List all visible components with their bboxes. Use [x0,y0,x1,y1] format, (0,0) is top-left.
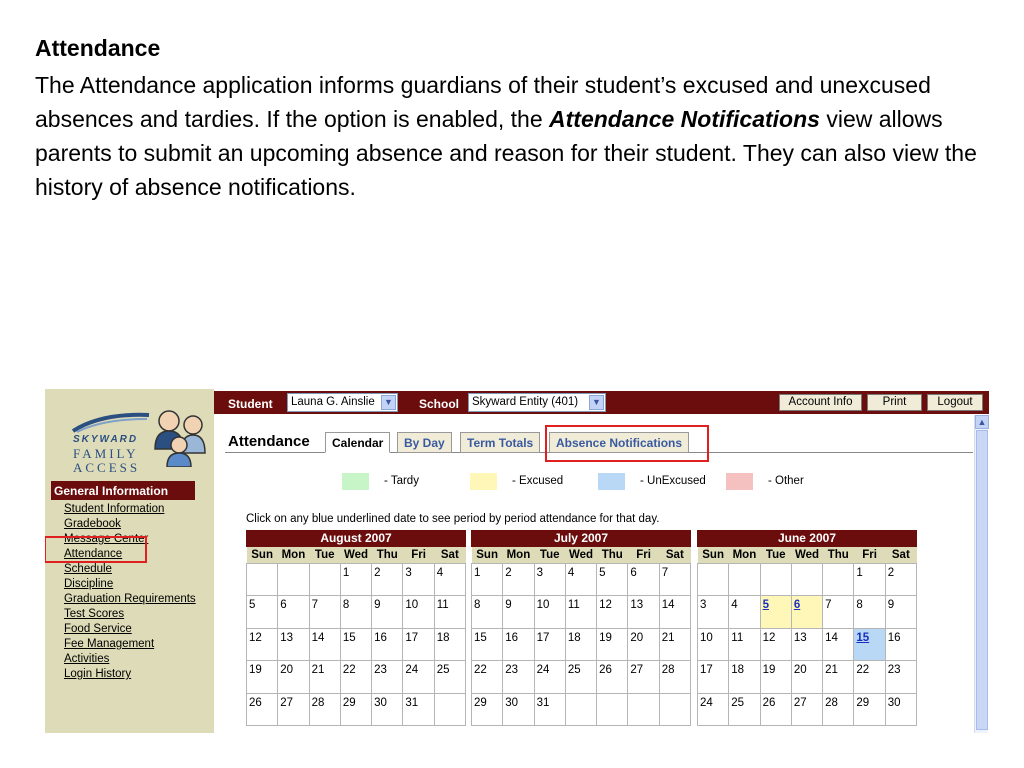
calendar-day: 25 [729,693,760,726]
page-title: Attendance [228,433,310,450]
legend-tardy-swatch [342,473,369,490]
sidebar-item-attendance[interactable]: Attendance [64,548,123,560]
calendar-day: 14 [659,596,690,629]
slide-title: Attendance [35,35,161,61]
calendar-day: 13 [628,596,659,629]
weekday-header: Mon [278,547,309,563]
calendar-day: 28 [309,693,340,726]
calendar-day[interactable] [854,628,885,661]
legend-excused-swatch [470,473,497,490]
calendar-day: 12 [760,628,791,661]
weekday-header: Tue [309,547,340,563]
sidebar-header: General Information [51,481,195,500]
scroll-up-icon[interactable]: ▲ [975,415,989,429]
family-icon [151,407,211,467]
calendar-day: 21 [309,661,340,694]
instruction-text: Click on any blue underlined date to see period by period attendance for that day. [246,513,660,525]
calendar-day: 6 [628,563,659,596]
school-select-value: Skyward Entity (401) [472,396,579,408]
calendar-day: 20 [278,661,309,694]
print-button[interactable]: Print [867,394,922,411]
calendar-day: 5 [247,596,278,629]
calendar-day: 5 [597,563,628,596]
calendar-day [628,693,659,726]
calendar-day: 21 [659,628,690,661]
calendar-day: 3 [698,596,729,629]
calendar-day: 15 [340,628,371,661]
weekday-header: Sun [472,547,503,563]
calendar-day [659,693,690,726]
calendar-august [246,530,466,726]
calendar-day: 24 [403,661,434,694]
calendar-day: 4 [434,563,465,596]
weekday-header: Thu [823,547,854,563]
calendar-day: 10 [698,628,729,661]
day-link[interactable]: 6 [793,599,801,612]
calendar-day[interactable] [760,596,791,629]
calendar-day: 27 [791,693,822,726]
calendar-day: 18 [565,628,596,661]
slide-body-text-1: The Attendance application informs guardians of their student’s excused and unexcused absences and tardies. If the option is enabled, the [35,72,931,132]
calendar-day: 23 [372,661,403,694]
calendar-day: 9 [885,596,916,629]
logo-text [73,433,140,475]
calendar-day: 1 [472,563,503,596]
sidebar-item-gradebook[interactable]: Gradebook [64,518,121,530]
calendar-day [698,563,729,596]
top-bar [214,391,989,414]
calendar-day: 16 [503,628,534,661]
calendar-day: 8 [854,596,885,629]
tab-term-totals[interactable]: Term Totals [460,432,540,453]
calendar-day: 2 [372,563,403,596]
calendar-day: 18 [434,628,465,661]
calendar-day: 20 [628,628,659,661]
student-select-value: Launa G. Ainslie [291,396,375,408]
calendar-day: 25 [565,661,596,694]
calendar-day: 2 [503,563,534,596]
legend-tardy-label: - Tardy [384,475,419,487]
calendar-day: 4 [729,596,760,629]
logo-line1: FAMILY [73,446,139,461]
calendar-day [729,563,760,596]
calendar-day: 20 [791,661,822,694]
absence-notifications-highlight-box [545,425,709,462]
calendar-grid [471,547,691,726]
calendar-day: 14 [823,628,854,661]
calendar-day: 7 [659,563,690,596]
chevron-down-icon[interactable]: ▼ [381,395,396,410]
calendar-day [309,563,340,596]
calendar-day: 28 [823,693,854,726]
calendar-day: 29 [340,693,371,726]
day-link[interactable]: 5 [762,599,769,612]
weekday-header: Tue [760,547,791,563]
calendar-day: 24 [534,661,565,694]
weekday-header: Fri [854,547,885,563]
calendar-day: 29 [854,693,885,726]
chevron-down-icon[interactable]: ▼ [589,395,604,410]
slide-body [35,68,1010,204]
legend-other-swatch [726,473,753,490]
calendar-july [471,530,691,726]
weekday-header: Wed [791,547,822,563]
scrollbar[interactable] [974,415,988,733]
calendar-title: June 2007 [697,530,917,547]
calendar-day: 31 [403,693,434,726]
weekday-header: Mon [503,547,534,563]
calendar-day: 24 [698,693,729,726]
logo-brand: SKYWARD [73,434,139,445]
sidebar-item-activities[interactable]: Activities [64,653,110,665]
calendar-day: 17 [698,661,729,694]
calendar-day: 22 [472,661,503,694]
calendar-day [760,563,791,596]
slide-body-emphasis: Attendance Notifications [549,106,820,132]
calendar-day: 10 [534,596,565,629]
sidebar-item-student-information[interactable]: Student Information [64,503,165,515]
calendar-grid [246,547,466,726]
calendar-day: 30 [372,693,403,726]
student-select[interactable] [287,393,398,412]
calendar-day: 27 [278,693,309,726]
calendar-day: 19 [760,661,791,694]
weekday-header: Thu [597,547,628,563]
calendar-day [565,693,596,726]
calendar-day: 27 [628,661,659,694]
calendar-day: 23 [885,661,916,694]
calendar-day: 3 [534,563,565,596]
logo-line2: ACCESS [73,460,141,475]
calendar-day: 17 [534,628,565,661]
calendar-day: 13 [278,628,309,661]
app-screenshot [45,389,989,733]
weekday-header: Fri [403,547,434,563]
calendar-day: 3 [403,563,434,596]
tab-calendar[interactable]: Calendar [325,432,390,453]
school-label: School [419,397,460,411]
calendar-day: 9 [372,596,403,629]
weekday-header: Mon [729,547,760,563]
sidebar-menu [64,502,196,682]
skyward-logo [57,397,207,475]
calendar-day: 22 [340,661,371,694]
weekday-header: Wed [565,547,596,563]
calendar-day: 12 [247,628,278,661]
legend-unexcused-label: - UnExcused [640,475,706,487]
weekday-header: Sat [659,547,690,563]
calendar-day [278,563,309,596]
sidebar-item-food-service[interactable]: Food Service [64,623,132,635]
legend-excused-label: - Excused [512,475,564,487]
weekday-header: Sun [247,547,278,563]
calendar-day: 7 [309,596,340,629]
weekday-header: Thu [372,547,403,563]
calendar-day: 21 [823,661,854,694]
calendar-day: 30 [885,693,916,726]
scroll-thumb[interactable] [976,430,988,730]
swoosh-icon [71,411,151,433]
calendar-day: 11 [434,596,465,629]
calendar-day: 26 [597,661,628,694]
weekday-header: Tue [534,547,565,563]
calendar-day: 25 [434,661,465,694]
legend-other-label: - Other [768,475,804,487]
weekday-header: Wed [340,547,371,563]
calendar-day: 2 [885,563,916,596]
weekday-header: Fri [628,547,659,563]
calendar-day: 29 [472,693,503,726]
calendar-day: 7 [823,596,854,629]
calendar-day: 23 [503,661,534,694]
calendar-day: 17 [403,628,434,661]
calendar-day: 18 [729,661,760,694]
calendar-day: 6 [278,596,309,629]
weekday-header: Sun [698,547,729,563]
calendar-day: 8 [340,596,371,629]
sidebar-item-test-scores[interactable]: Test Scores [64,608,125,620]
calendar-day: 26 [247,693,278,726]
calendar-day: 30 [503,693,534,726]
calendar-june [697,530,917,726]
calendar-day: 19 [597,628,628,661]
calendar-day: 4 [565,563,596,596]
calendar-day: 1 [854,563,885,596]
calendar-grid [697,547,917,726]
calendar-day: 12 [597,596,628,629]
calendar-day [791,563,822,596]
sidebar-item-login-history[interactable]: Login History [64,668,132,680]
sidebar-item-discipline[interactable]: Discipline [64,578,114,590]
sidebar-item-schedule[interactable]: Schedule [64,563,112,575]
calendar-day[interactable] [791,596,822,629]
calendar-day [434,693,465,726]
calendar-day: 16 [372,628,403,661]
calendar-day: 14 [309,628,340,661]
calendar-day: 11 [565,596,596,629]
calendar-day: 19 [247,661,278,694]
logout-button[interactable]: Logout [927,394,983,411]
slide-body-text-2: view allows parents to submit an upcoming absence and reason for their student. They can also view the history of absence notifications. [35,106,977,200]
student-label: Student [228,397,273,411]
day-link[interactable]: 15 [856,631,870,644]
calendar-day: 15 [472,628,503,661]
calendar-day: 26 [760,693,791,726]
calendar-day: 10 [403,596,434,629]
tab-by-day[interactable]: By Day [397,432,452,453]
calendar-day: 22 [854,661,885,694]
calendar-day [823,563,854,596]
weekday-header: Sat [885,547,916,563]
calendar-title: July 2007 [471,530,691,547]
calendar-day: 9 [503,596,534,629]
weekday-header: Sat [434,547,465,563]
sidebar-item-graduation-requirements[interactable]: Graduation Requirements [64,593,196,605]
calendar-day: 31 [534,693,565,726]
attendance-highlight-box [45,536,147,563]
sidebar-item-message-center[interactable]: Message Center [64,533,149,545]
tab-absence-notifications[interactable]: Absence Notifications [549,432,689,453]
calendar-title: August 2007 [246,530,466,547]
account-info-button[interactable]: Account Info [779,394,862,411]
calendar-day: 8 [472,596,503,629]
calendar-day: 16 [885,628,916,661]
calendar-day: 11 [729,628,760,661]
calendar-day: 13 [791,628,822,661]
sidebar-item-fee-management[interactable]: Fee Management [64,638,155,650]
calendar-day: 28 [659,661,690,694]
calendar-day [597,693,628,726]
calendar-day [247,563,278,596]
school-select[interactable] [468,393,606,412]
legend-unexcused-swatch [598,473,625,490]
calendar-day: 1 [340,563,371,596]
